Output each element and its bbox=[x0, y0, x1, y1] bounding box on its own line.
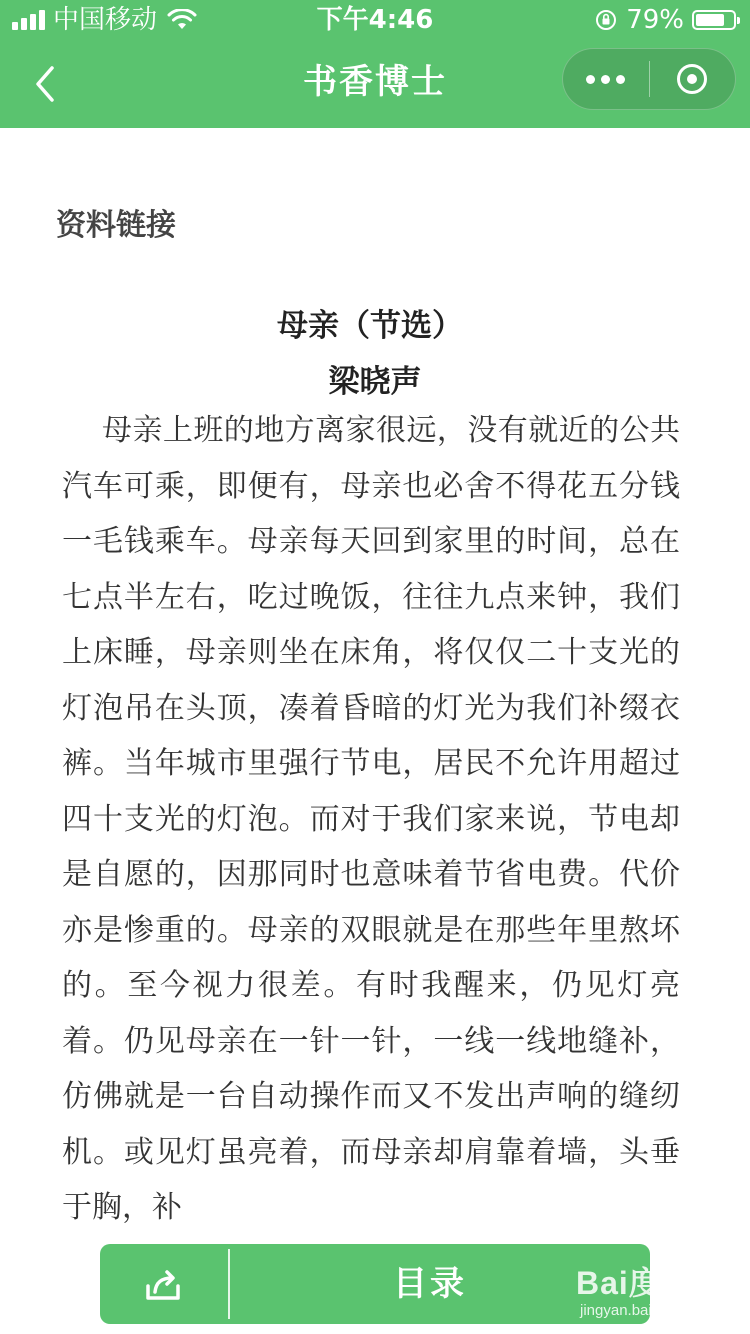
article-body: 母亲上班的地方离家很远，没有就近的公共汽车可乘，即便有，母亲也必舍不得花五分钱一毛钱乘车。母亲每天回到家里的时间，总在七点半左右，吃过晚饭，往往九点来钟，我们上床睡，母亲则坐在床角，将仅仅二十支光的灯泡吊在头顶，凑着昏暗的灯光为我们补缀衣裤。当年城市里强行节电，居民不允许用超过四十支光的灯泡。而对于我们家来说，节电却是自愿的，因那同时也意味着节省电费。代价亦是惨重的。母亲的双眼就是在那些年里熬坏的。至今视力很差。有时我醒来，仍见灯亮着。仍见母亲在一针一针，一线一线地缝补，仿佛就是一台自动操作而又不发出声响的缝纫机。或见灯虽亮着，而母亲却肩靠着墙，头垂于胸，补 bbox=[62, 413, 680, 1225]
battery-percent: 79% bbox=[626, 5, 684, 35]
status-bar bbox=[0, 0, 750, 40]
share-button[interactable] bbox=[100, 1244, 228, 1324]
target-circle-icon bbox=[677, 64, 707, 94]
status-right bbox=[594, 0, 736, 40]
mini-program-capsule bbox=[562, 48, 736, 110]
watermark-logo: Bai度经验 bbox=[576, 1265, 728, 1301]
section-title: 资料链接 bbox=[56, 208, 176, 243]
bottom-bar bbox=[100, 1244, 650, 1324]
page-title: 书香博士 bbox=[303, 62, 447, 102]
watermark-url: jingyan.baidu.com bbox=[580, 1302, 701, 1319]
more-dots-icon bbox=[586, 75, 625, 84]
close-button[interactable] bbox=[650, 49, 736, 109]
status-time: 下午4:46 bbox=[316, 5, 434, 35]
battery-icon bbox=[692, 10, 736, 30]
article-title: 母亲（节选） bbox=[277, 308, 463, 344]
share-icon bbox=[144, 1266, 184, 1302]
orientation-lock-icon bbox=[594, 8, 618, 32]
table-of-contents-button[interactable]: 目录 bbox=[393, 1264, 467, 1304]
carrier-label: 中国移动 bbox=[53, 5, 158, 35]
header bbox=[0, 0, 750, 128]
article-author: 梁晓声 bbox=[328, 364, 422, 400]
more-button[interactable] bbox=[563, 49, 649, 109]
baidu-jingyan-watermark bbox=[572, 1252, 742, 1330]
nav-bar bbox=[0, 40, 750, 128]
battery-level bbox=[696, 14, 724, 26]
